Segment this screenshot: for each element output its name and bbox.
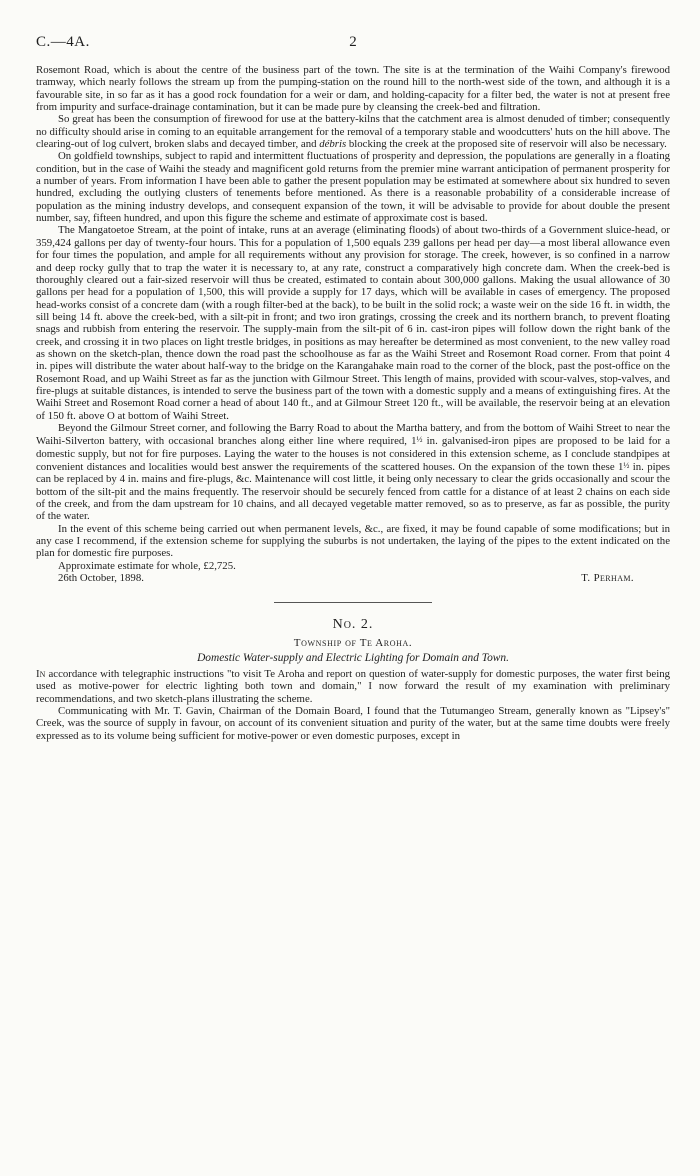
- paragraph-gavin: Communicating with Mr. T. Gavin, Chairman of the Domain Board, I found that the Tutumangeo Stream, generally known as "Lipsey's" Creek, was the source of supply in favour, on account of its convenient situation and purity of the water, but at the same time doubts were freely expressed as to its volume being sufficient for motive-power or even domestic purposes, except in: [36, 705, 670, 742]
- estimate-line: Approximate estimate for whole, £2,725.: [58, 559, 236, 572]
- paragraph-instructions: [36, 668, 670, 705]
- paragraph-firewood-consumption: [36, 113, 670, 150]
- running-head: [36, 34, 670, 60]
- fraction: ½: [416, 435, 423, 445]
- text-run: So great has been the consumption of firewood for use at the battery-kilns that the catchment area is almost denuded of timber; consequently no difficulty should arise in coming to an equitable arrangement for the removal of a temporary stable and woodcutters' huts on the hill above. The clearing-out of log culvert, broken slabs and decayed timber, and: [36, 113, 670, 151]
- paragraph-recommendation: In the event of this scheme being carried out when permanent levels, &c., are fixed, it may be found capable of some modifications; but in any case I recommend, if the extension scheme for supplying the suburbs is not undertaken, the laying of the pipes to the extent indicated on the plan for domestic fire purposes.: [36, 522, 670, 560]
- signoff: [36, 572, 670, 585]
- text-run: accordance with telegraphic instructions "to visit Te Aroha and report on question of water-supply for domestic purposes, the water first being used as motive-power for electric lighting both town and domain," I now forward the result of my examination with preliminary recommendations, and two sketch-plans illustrating the scheme.: [36, 668, 670, 705]
- text-run: in. galvanised-iron pipes are proposed to be laid for a domestic supply, but not for fire purposes. Laying the water to the houses is not considered in this extension scheme, as I conclude standpipes at convenient distances and localities would best answer the requirements of the scattered houses. On the expansion of the town these 1: [36, 435, 670, 473]
- text-run: Beyond the Gilmour Street corner, and following the Barry Road to about the Martha battery, and from the bottom of Waihi Street to near the Waihi-Silverton battery, with occasional branches along either line where required, 1: [36, 421, 670, 448]
- section-subtitle: Domestic Water-supply and Electric Lighting for Domain and Town.: [197, 652, 509, 665]
- lead-word: In: [36, 668, 46, 681]
- signature: T. Perham.: [581, 572, 634, 585]
- section-title: Township of Te Aroha.: [293, 637, 413, 650]
- text-run: blocking the creek at the proposed site of reservoir will also be necessary.: [346, 138, 667, 151]
- paragraph-extension-scheme: [36, 422, 670, 523]
- italic-term: débris: [319, 138, 347, 151]
- text-run: in. pipes can be replaced by 4 in. mains and fire-plugs, &c. Maintenance will cost little, it being only necessary to clear the grids occasionally and scour the bottom of the silt-pit and the mains frequently. The reservoir should be securely fenced from cattle for a distance of at least 2 chains on each side of the creek, and from the dam upstream for 10 chains, and all decayed vegetable matter removed, so as to preserve, as far as possible, the purity of the water.: [36, 461, 670, 523]
- page-number: 2: [349, 34, 357, 50]
- section-number: No. 2.: [332, 617, 374, 633]
- fraction: ½: [623, 461, 630, 470]
- report-date: 26th October, 1898.: [58, 572, 144, 585]
- paragraph-mangatoetoe-stream: The Mangatoetoe Stream, at the point of intake, runs at an average (eliminating floods) of about two-thirds of a Government sluice-head, or 359,424 gallons per day of twenty-four hours. This for a population of 1,500 equals 239 gallons per head per day—a most liberal allowance even for four times the population, and ample for all requirements without any provision for storage. The creek, however, is so confined in a narrow and deep rocky gully that to trap the water it is necessary to, at any rate, construct a comparatively high concrete dam. When the creek-bed is thoroughly cleared out a fair-sized reservoir will thus be created, estimated to contain about 300,000 gallons. Making the usual allowance of 30 gallons per head for a population of 1,500, this will provide a supply for 17 days, which will be available in cases of emergency. The proposed head-works consist of a concrete dam (with a rough filter-bed at the back), to be built in the solid rock; a waste weir on the side 16 ft. in width, the sill being 14 ft. above the creek-bed, with a silt-pit in front; and two iron gratings, crossing the creek and its northern branch, to prevent floating snags and rubbish from entering the reservoir. The supply-main from the silt-pit of 6 in. cast-iron pipes will follow down the right bank of the creek, and crossing it in two places on light trestle bridges, in positions as may hereafter be determined as most convenient, to the new valley road as shown on the sketch-plan, thence down the road past the schoolhouse as far as the Waihi Street and Rosemont Road corner. From that point 4 in. pipes will distribute the water about half-way to the bridge on the Karangahake main road to the corner of the block, past the post-office on the Rosemont Road, and up Waihi Street as far as the junction with Gilmour Street. This length of mains, provided with scour-valves, stop-valves, and fire-plugs at suitable distances, is intended to serve the business part of the town with a domestic supply and a means of extinguishing fires. At the Waihi Street and Rosemont Road corner a head of about 140 ft., and at Gilmour Street 120 ft., will be available, the reservoir being at an elevation of 150 ft. above O at bottom of Waihi Street.: [36, 224, 670, 422]
- section-divider: [274, 602, 432, 603]
- section2-body: [36, 668, 670, 742]
- paragraph-rosemont-site: Rosemont Road, which is about the centre of the business part of the town. The site is at the termination of the Waihi Company's firewood tramway, which nearly follows the stream up from the pumping-station on the round hill to the north-west side of the town, and although it is a favourable site, in so far as it has a good rock foundation for a weir or dam, and holding-capacity for a filter bed, the water is not at present free from impurity and surface-drainage contamination, but it can be made pure by cleansing the creek-bed and filtration.: [36, 64, 670, 114]
- document-reference: C.—4A.: [36, 34, 90, 50]
- paragraph-population: On goldfield townships, subject to rapid and intermittent fluctuations of prosperity and depression, the populations are generally in a floating condition, but in the case of Waihi the steady and magnificent gold returns from the premier mine warrant anticipation of permanent prosperity for a number of years. From information I have been able to gather the present population may be estimated at somewhere about six hundred to seven hundred, excluding the outlying clusters of tenements before mentioned. As there is a reasonable probability of a considerable increase of population as the mining industry develops, and consequent expansion of the town, it will be advisable to provide for about double the present number, say, fifteen hundred, and upon this figure the scheme and estimate of approximate cost is based.: [36, 150, 670, 225]
- report-body: [36, 64, 670, 572]
